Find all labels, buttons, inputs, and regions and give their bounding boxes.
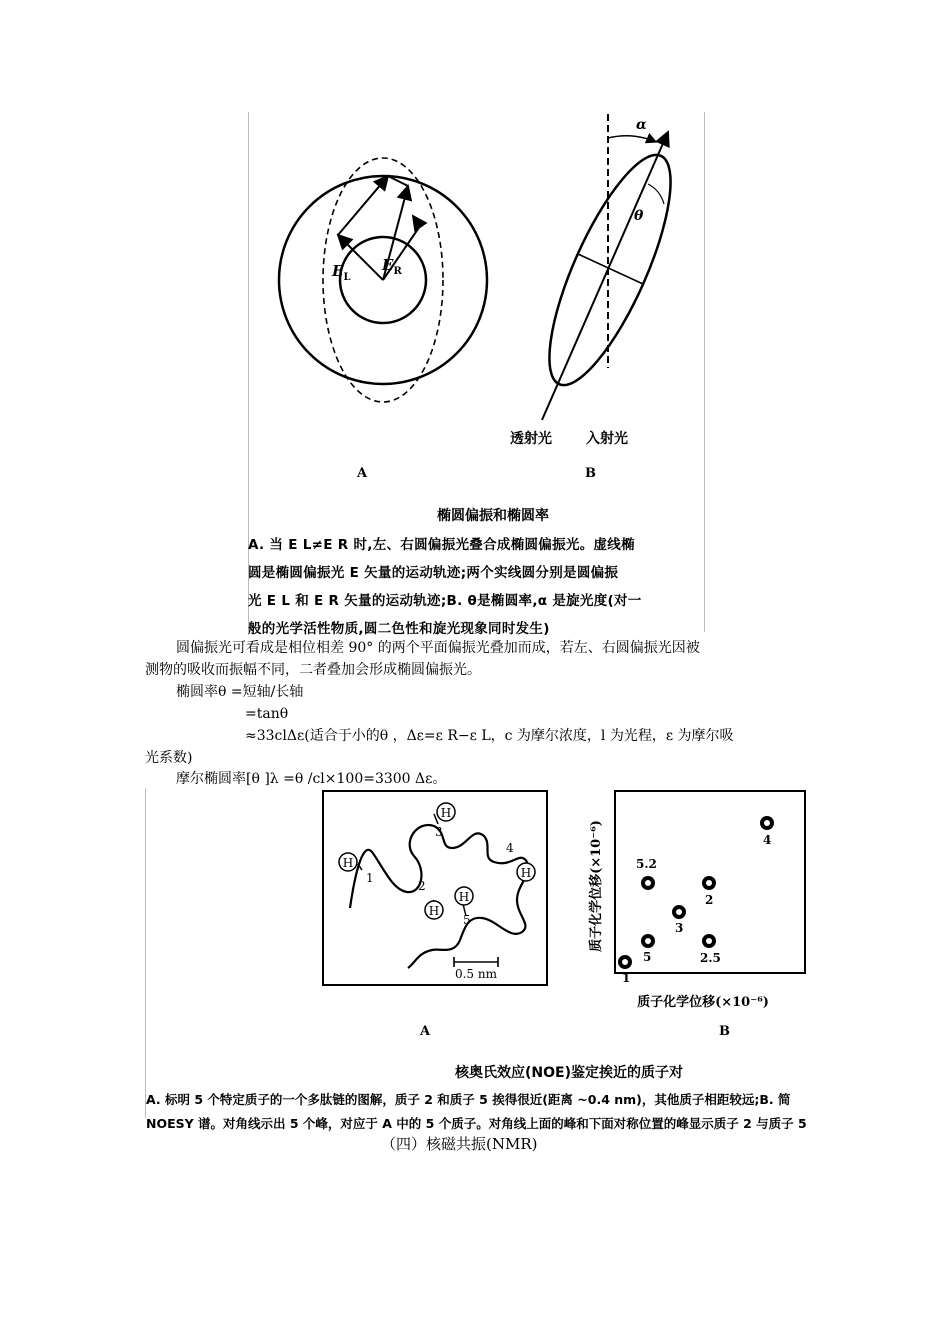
ellipticity-equation-3-cont: 光系数) xyxy=(145,750,193,766)
ellipticity-equation-2: =tanθ xyxy=(245,706,289,722)
figure1-title: 椭圆偏振和椭圆率 xyxy=(437,508,549,524)
figure2-panel-a-label: A xyxy=(420,1024,431,1039)
figure1-caption-line-2: 圆是椭圆偏振光 E 矢量的运动轨迹;两个实线圆分别是圆偏振 xyxy=(248,565,619,581)
figure2-left-border xyxy=(145,788,146,1118)
x-axis-label: 质子化学位移(×10⁻⁶) xyxy=(637,995,769,1010)
figure1-caption-line-3: 光 E L 和 E R 矢量的运动轨迹;B. θ是椭圆率,α 是旋光度(对一 xyxy=(248,593,642,609)
residue-5: 5 xyxy=(463,913,471,927)
h-label-5: H xyxy=(458,890,470,904)
panel-a-diagram xyxy=(279,158,487,402)
peak-label-5: 5 xyxy=(643,950,652,964)
peak-label-3: 3 xyxy=(675,921,684,935)
paragraph-1-line-1: 圆偏振光可看成是相位相差 90° 的两个平面偏振光叠加而成，若左、右圆偏振光因被 xyxy=(176,640,700,656)
h-label-1: H xyxy=(342,856,354,870)
section-heading-nmr: （四）核磁共振(NMR) xyxy=(381,1135,538,1153)
h-label-2: H xyxy=(428,904,440,918)
paragraph-1-line-2: 测物的吸收而振幅不同，二者叠加会形成椭圆偏振光。 xyxy=(145,662,481,678)
transmitted-axis xyxy=(542,132,668,420)
figure1-panel-a-label: A xyxy=(357,466,368,481)
scale-bar-label: 0.5 nm xyxy=(454,967,498,981)
incident-light-label: 入射光 xyxy=(586,431,628,447)
figure1-caption-line-1: A. 当 E L≠E R 时,左、右圆偏振光叠合成椭圆偏振光。虚线椭 xyxy=(248,537,635,553)
peak-label-4: 4 xyxy=(763,833,772,847)
er-vector-label: $E_R$ xyxy=(382,256,402,277)
figure2-panel-b-label: B xyxy=(719,1024,730,1039)
h-label-4: H xyxy=(520,866,532,880)
ellipticity-equation-3: ≈33clΔε(适合于小的θ ，Δε=ε R−ε L，c 为摩尔浓度，l 为光程，ε 为摩尔吸 xyxy=(245,728,734,744)
figure2-panel-a-diagram xyxy=(322,790,548,986)
ellipticity-equation-1: 椭圆率θ =短轴/长轴 xyxy=(176,684,304,700)
transmitted-light-label: 透射光 xyxy=(510,431,552,447)
theta-label: θ xyxy=(634,208,644,224)
figure1-caption-line-4: 般的光学活性物质,圆二色性和旋光现象同时发生) xyxy=(248,621,550,637)
molar-ellipticity-equation: 摩尔椭圆率[θ ]λ =θ /cl×100=3300 Δε。 xyxy=(176,771,447,787)
el-vector-label: $E_L$ xyxy=(332,262,351,283)
peak-label-1: 1 xyxy=(622,971,631,985)
residue-4: 4 xyxy=(506,841,514,855)
figure1-diagram xyxy=(248,108,708,488)
noesy-peaks xyxy=(618,816,774,969)
figure2-caption-line-1: A. 标明 5 个特定质子的一个多肽链的图解，质子 2 和质子 5 挨得很近(距离 ~0.4 nm)，其他质子相距较远;B. 简 xyxy=(146,1092,791,1107)
residue-1: 1 xyxy=(366,871,374,885)
alpha-label: α xyxy=(636,117,647,133)
h-label-3: H xyxy=(440,806,452,820)
polarization-ellipse xyxy=(526,141,693,399)
peak-label-2: 2 xyxy=(705,893,714,907)
figure1-panel-b-label: B xyxy=(585,466,596,481)
residue-2: 2 xyxy=(418,879,426,893)
panel-b-diagram xyxy=(526,114,693,420)
figure2-title: 核奥氏效应(NOE)鉴定挨近的质子对 xyxy=(455,1065,683,1081)
y-axis-label: 质子化学位移(×10⁻⁶) xyxy=(589,820,604,952)
peak-label-5-2: 5.2 xyxy=(636,857,657,871)
residue-3: 3 xyxy=(435,825,443,839)
figure2-caption-line-2: NOESY 谱。对角线示出 5 个峰，对应于 A 中的 5 个质子。对角线上面的峰和下面对称位置的峰显示质子 2 与质子 5 xyxy=(146,1116,807,1131)
figure2-panel-b-noesy xyxy=(578,786,810,1022)
peak-label-2-5: 2.5 xyxy=(700,951,721,965)
